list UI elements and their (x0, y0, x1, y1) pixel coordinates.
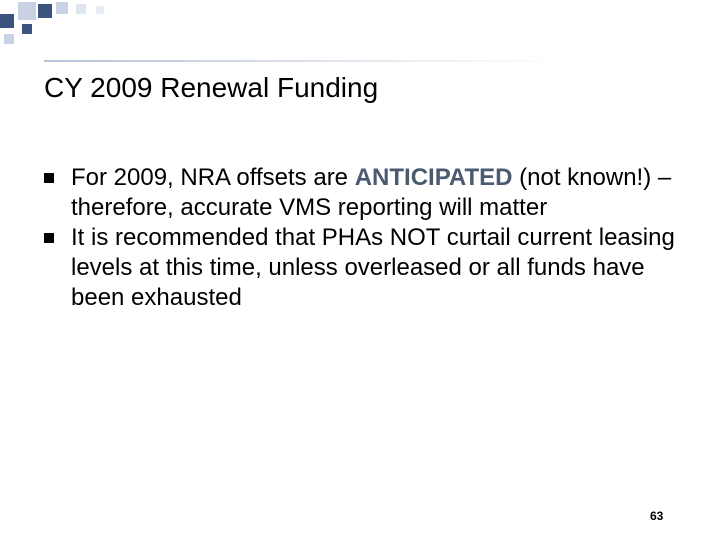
slide-title: CY 2009 Renewal Funding (44, 72, 379, 103)
bullet-item (44, 223, 704, 313)
decoration-square (18, 2, 36, 20)
decoration-square (76, 4, 86, 14)
decoration-square (22, 24, 32, 34)
decoration-square (38, 4, 52, 18)
decoration-square (4, 34, 14, 44)
bullet-text: For 2009, NRA offsets are (71, 164, 355, 191)
square-bullet-icon (44, 233, 54, 243)
bullet-emphasis: ANTICIPATED (354, 164, 513, 191)
corner-decoration (0, 0, 180, 50)
decoration-square (0, 14, 14, 28)
bullet-text: It is recommended that PHAs NOT curtail current leasing levels at this time, unless overleased or all funds have been exhausted (71, 224, 675, 311)
title-rule (44, 60, 564, 62)
decoration-square (56, 2, 68, 14)
bullet-list (44, 163, 704, 313)
bullet-item (44, 163, 704, 223)
page-number: 63 (650, 509, 664, 523)
bullet-text: (not known!) – therefore, accurate VMS reporting will matter (71, 164, 672, 221)
decoration-square (96, 6, 104, 14)
square-bullet-icon (44, 173, 54, 183)
